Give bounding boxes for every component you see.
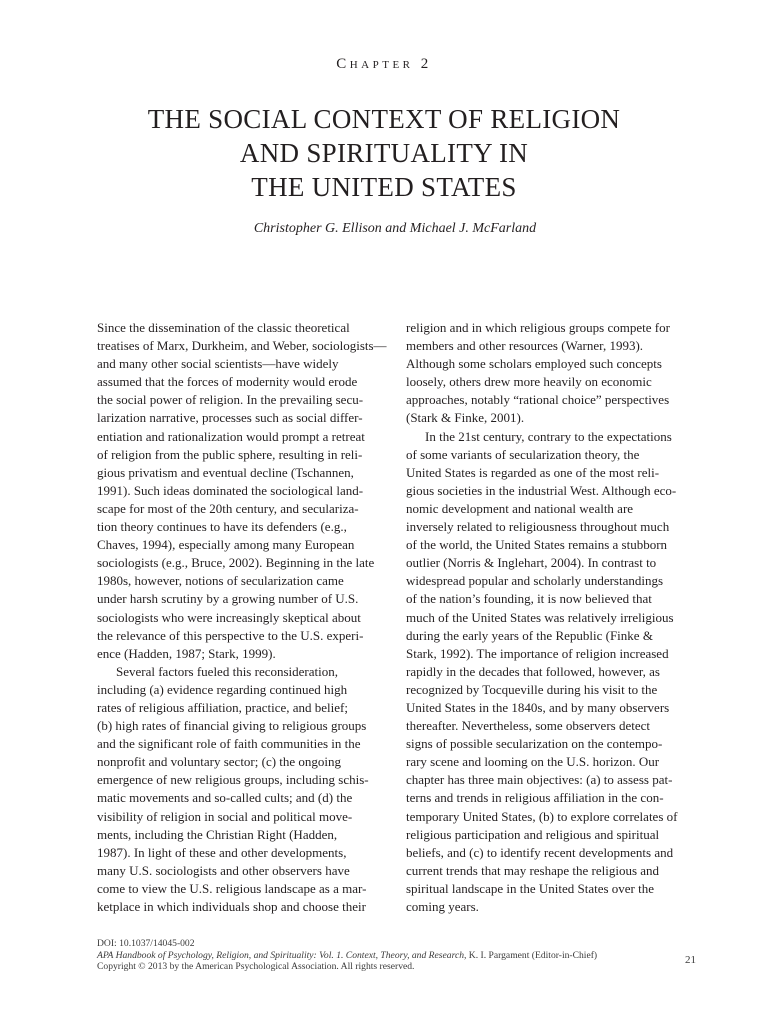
authors: Christopher G. Ellison and Michael J. McFarland <box>253 221 537 236</box>
text-line: religion and in which religious groups compete for <box>406 320 670 335</box>
text-line: 1991). Such ideas dominated the sociological land- <box>97 482 364 498</box>
text-line: of religion from the public sphere, resulting in reli- <box>97 446 363 462</box>
text-line: during the early years of the Republic (Finke & <box>406 627 653 643</box>
text-line: ence (Hadden, 1987; Stark, 1999). <box>97 645 276 661</box>
right-column <box>406 319 696 916</box>
left-column <box>97 319 387 916</box>
text-line: approaches, notably “rational choice” perspectives <box>406 392 670 408</box>
text-line: (b) high rates of financial giving to religious groups <box>97 718 367 734</box>
text-line: coming years. <box>406 899 479 914</box>
text-line: visibility of religion in social and political move- <box>97 808 353 824</box>
title-line: THE SOCIAL CONTEXT OF RELIGION <box>147 104 621 134</box>
text-line: Chaves, 1994), especially among many European <box>97 537 355 553</box>
text-line: Stark, 1992). The importance of religion increased <box>406 645 669 661</box>
text-line: of the nation’s founding, it is now believed that <box>406 591 652 607</box>
text-line: temporary United States, (b) to explore correlates of <box>406 808 678 824</box>
text-line: treatises of Marx, Durkheim, and Weber, sociologists— <box>97 338 387 354</box>
page-number: 21 <box>685 954 696 966</box>
text-line: chapter has three main objectives: (a) to assess pat- <box>406 772 673 788</box>
text-line: United States is regarded as one of the most reli- <box>406 464 660 480</box>
text-line: rates of religious affiliation, practice, and belief; <box>97 699 348 715</box>
text-line: come to view the U.S. religious landscape as a mar- <box>97 880 367 896</box>
text-line: larization narrative, processes such as social differ- <box>97 410 363 426</box>
text-line: tion theory continues to have its defenders (e.g., <box>97 519 347 535</box>
text-line: scape for most of the 20th century, and seculariza- <box>97 500 359 516</box>
text-line: outlier (Norris & Inglehart, 2004). In contrast to <box>406 555 657 571</box>
text-line: gious privatism and eventual decline (Tschannen, <box>97 464 354 480</box>
text-line: the social power of religion. In the prevailing secu- <box>97 392 364 408</box>
text-line: nonprofit and voluntary sector; (c) the ongoing <box>97 754 342 770</box>
text-line: current trends that may reshape the religious and <box>406 862 660 878</box>
text-line: emergence of new religious groups, including schis- <box>97 772 369 788</box>
text-line: including (a) evidence regarding continued high <box>97 681 348 697</box>
text-line: Since the dissemination of the classic theoretical <box>97 320 350 335</box>
text-line: of the world, the United States remains a stubborn <box>406 537 668 553</box>
text-line: sociologists (e.g., Bruce, 2002). Beginning in the late <box>97 555 375 571</box>
text-line: 1980s, however, notions of secularization came <box>97 573 344 589</box>
chapter-label: Chapter 2 <box>336 56 432 72</box>
text-line: of some variants of secularization theory, the <box>406 446 640 462</box>
text-line: sociologists who were increasingly skeptical about <box>97 609 361 625</box>
doi: DOI: 10.1037/14045-002 <box>97 938 195 949</box>
text-line: ments, including the Christian Right (Hadden, <box>97 826 338 842</box>
text-line: rary scene and looming on the U.S. horizon. Our <box>406 754 660 770</box>
text-line: nomic development and national wealth are <box>406 500 634 516</box>
copyright: Copyright © 2013 by the American Psychological Association. All rights reserved. <box>97 961 415 973</box>
text-line: much of the United States was relatively irreligious <box>406 609 674 625</box>
text-line: recognized by Tocqueville during his visit to the <box>406 681 658 697</box>
text-line: spiritual landscape in the United States over the <box>406 880 655 896</box>
text-line: loosely, others drew more heavily on economic <box>406 374 652 390</box>
text-line: thereafter. Nevertheless, some observers detect <box>406 718 651 734</box>
text-line: gious societies in the industrial West. Although eco- <box>406 482 677 498</box>
text-line: inversely related to religiousness throughout much <box>406 519 670 535</box>
text-line: matic movements and so-called cults; and (d) the <box>97 790 353 806</box>
title-line: AND SPIRITUALITY IN <box>239 138 529 168</box>
text-line: assumed that the forces of modernity would erode <box>97 374 358 390</box>
text-line: Several factors fueled this reconsideration, <box>116 663 338 679</box>
text-line: entiation and rationalization would prompt a retreat <box>97 428 365 444</box>
citation <box>97 950 657 962</box>
text-line: rapidly in the decades that followed, however, as <box>406 663 660 679</box>
text-line: United States in the 1840s, and by many observers <box>406 699 670 715</box>
text-line: In the 21st century, contrary to the expectations <box>425 428 672 444</box>
text-line: Although some scholars employed such concepts <box>406 356 662 372</box>
handbook-editor: K. I. Pargament (Editor-in-Chief) <box>466 949 598 961</box>
chapter-title <box>0 102 768 204</box>
text-line: and the significant role of faith communities in the <box>97 736 361 752</box>
text-line: under harsh scrutiny by a growing number of U.S. <box>97 591 359 607</box>
footer <box>97 938 657 973</box>
text-line: religious participation and religious and spiritual <box>406 826 660 842</box>
text-line: ketplace in which individuals shop and choose their <box>97 899 366 914</box>
title-line: THE UNITED STATES <box>251 172 517 202</box>
text-line: 1987). In light of these and other developments, <box>97 844 347 860</box>
text-line: beliefs, and (c) to identify recent developments and <box>406 844 674 860</box>
handbook-title: APA Handbook of Psychology, Religion, and Spirituality: Vol. 1. Context, Theory, and Research, <box>97 949 467 961</box>
text-line: the relevance of this perspective to the U.S. experi- <box>97 627 364 643</box>
text-line: and many other social scientists—have widely <box>97 356 339 372</box>
text-line: members and other resources (Warner, 1993). <box>406 338 644 354</box>
text-line: terns and trends in religious affiliation in the con- <box>406 790 664 806</box>
text-line: widespread popular and scholarly understandings <box>406 573 664 589</box>
text-line: signs of possible secularization on the contempo- <box>406 736 663 752</box>
text-line: many U.S. sociologists and other observers have <box>97 862 350 878</box>
text-line: (Stark & Finke, 2001). <box>406 410 525 426</box>
